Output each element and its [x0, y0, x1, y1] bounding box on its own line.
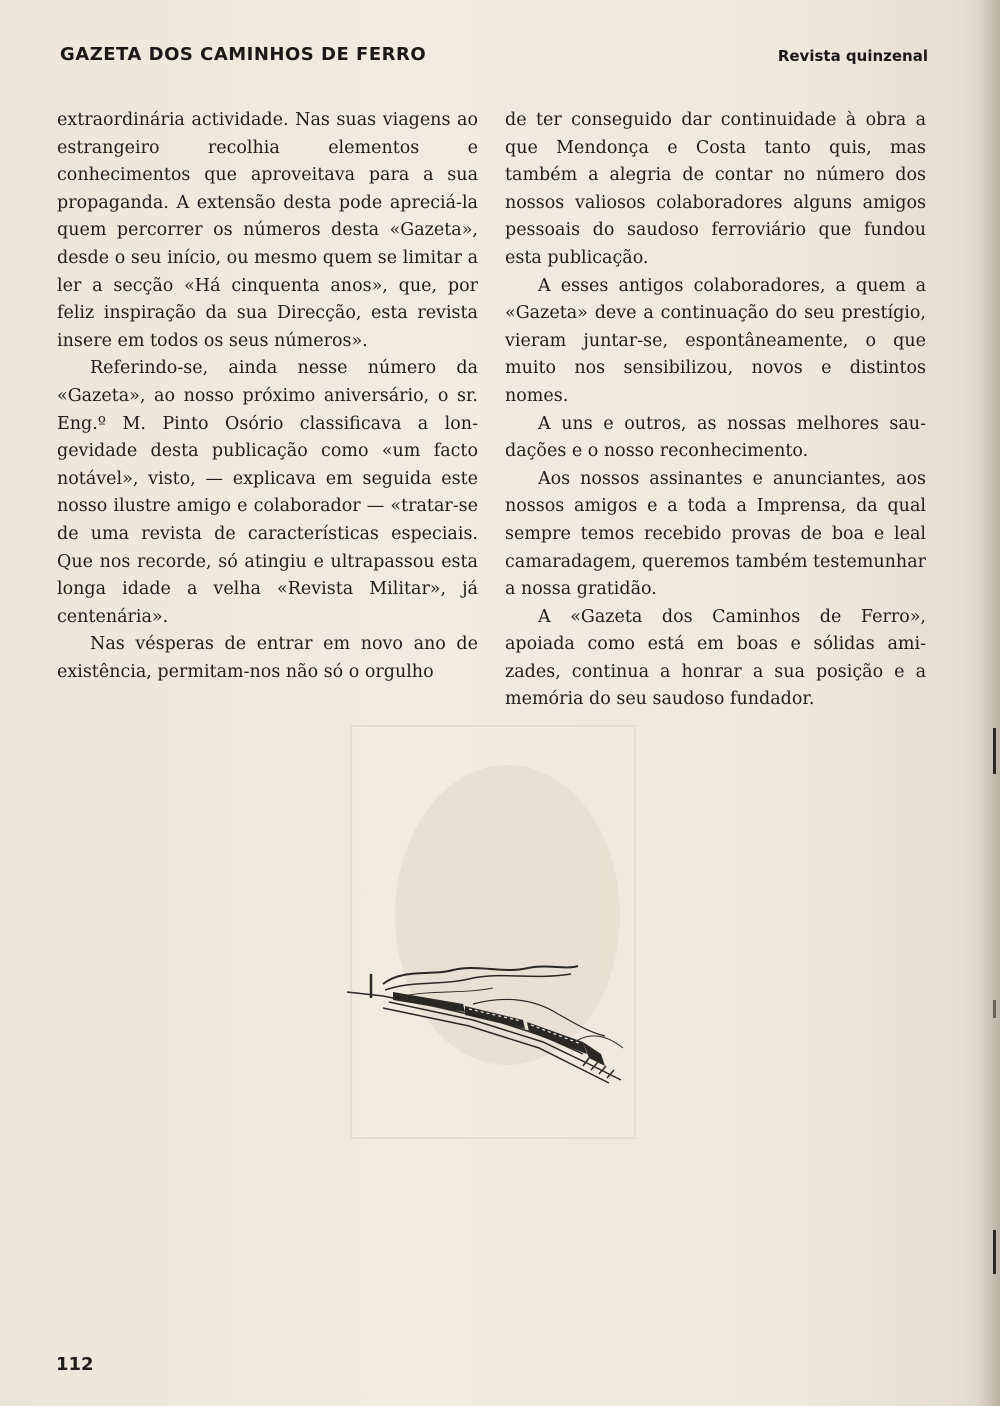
binding-marks: [992, 720, 998, 1280]
paragraph: Referindo-se, ainda nesse número da «Gazeta», ao nosso próximo aniversário, o sr. Eng.º M. Pinto Osório classificava a longevidade desta publicação como «um facto notável», visto, — explicava em seguida este nosso ilustre amigo e colaborador — «tratar-se de uma revista de características especiais. Que nos recorde, só atingiu e ultrapassou esta longa idade a velha «Revista Militar», já centenária».: [57, 358, 478, 627]
paragraph: Nas vésperas de entrar em novo ano de existência, permitam-nos não só o orgulho: [57, 634, 478, 682]
paragraph: extraordinária actividade. Nas suas viagens ao estrangeiro recolhia elementos e conhecimentos que aproveitava para a sua propaganda. A extensão desta pode apreciá-la quem percorrer os números desta «Gazeta», desde o seu início, ou mesmo quem se limitar a ler a secção «Há cinquenta anos», que, por feliz inspiração da sua Direcção, esta revista insere em todos os seus números».: [57, 110, 478, 351]
page-number: 112: [56, 1354, 94, 1375]
publication-title: GAZETA DOS CAMINHOS DE FERRO: [60, 44, 427, 65]
text-column-left: [57, 107, 478, 686]
paragraph: Aos nossos assinantes e anunciantes, aos nossos amigos e a toda a Imprensa, da qual sempre temos recebido provas de boa e leal camaradagem, queremos também testemunhar a nossa gratidão.: [505, 468, 926, 600]
running-header: [60, 44, 928, 74]
paragraph: A uns e outros, as nossas melhores saudações e o nosso reconhecimento.: [505, 413, 926, 462]
text-column-right: [505, 107, 926, 714]
paragraph: de ter conseguido dar continuidade à obra a que Mendonça e Costa tanto quis, mas também a alegria de contar no número dos nossos valiosos colaboradores alguns amigos pessoais do saudoso ferroviário que fundou esta publicação.: [505, 110, 926, 268]
train-illustration-icon: [343, 962, 635, 1084]
publication-frequency: Revista quinzenal: [777, 47, 928, 65]
paragraph: A esses antigos colaboradores, a quem a «Gazeta» deve a continuação do seu prestígio, vieram juntar-se, espontâneamente, o que muito nos sensibilizou, novos e distintos nomes.: [505, 275, 926, 406]
paragraph: A «Gazeta dos Caminhos de Ferro», apoiada como está em boas e sólidas amizades, continua a honrar a sua posição e a memória do seu saudoso fundador.: [505, 606, 926, 710]
